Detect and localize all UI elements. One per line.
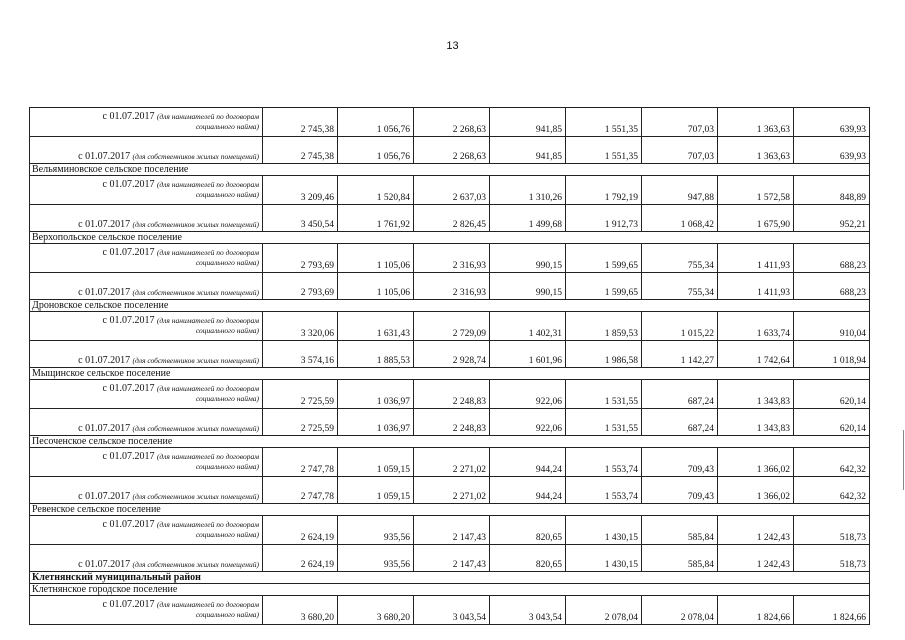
settlement-header-row	[30, 504, 870, 516]
section-title: Верхопольское сельское поселение	[30, 232, 870, 244]
tariff-row	[30, 108, 870, 137]
tariff-value: 1 242,43	[718, 545, 794, 572]
tariff-value: 707,03	[642, 137, 718, 164]
tariff-value: 2 268,63	[414, 108, 490, 137]
tariff-value: 1 343,83	[718, 380, 794, 409]
period-note: (для нанимателей по договорам	[156, 180, 259, 189]
tariff-value: 1 310,26	[490, 176, 566, 205]
tariff-value: 1 633,74	[718, 312, 794, 341]
tariff-row	[30, 477, 870, 504]
period-date: с 01.07.2017	[102, 383, 155, 394]
tariff-value: 1 675,90	[718, 205, 794, 232]
tariff-value: 1 343,83	[718, 409, 794, 436]
section-title: Клетнянский муниципальный район	[30, 572, 870, 584]
section-title: Мыщинское сельское поселение	[30, 368, 870, 380]
tariff-value: 910,04	[794, 312, 870, 341]
tariff-value: 944,24	[490, 448, 566, 477]
tariff-value: 3 043,54	[414, 596, 490, 625]
tariff-value: 1 599,65	[566, 273, 642, 300]
tariff-value: 1 499,68	[490, 205, 566, 232]
period-note: (для нанимателей по договорам	[156, 384, 259, 393]
tariff-value: 642,32	[794, 448, 870, 477]
tariff-value: 2 747,78	[263, 477, 338, 504]
tariff-value: 848,89	[794, 176, 870, 205]
settlement-header-row	[30, 232, 870, 244]
period-label	[30, 409, 263, 436]
tariff-value: 518,73	[794, 545, 870, 572]
period-label	[30, 448, 263, 477]
tariff-value: 1 366,02	[718, 448, 794, 477]
tariff-value: 2 078,04	[566, 596, 642, 625]
period-label	[30, 545, 263, 572]
period-label	[30, 244, 263, 273]
page-number: 13	[446, 40, 459, 52]
tariff-value: 709,43	[642, 448, 718, 477]
tariff-value: 1 551,35	[566, 108, 642, 137]
tariff-value: 2 637,03	[414, 176, 490, 205]
tariff-value: 2 745,38	[263, 137, 338, 164]
tariff-value: 687,24	[642, 380, 718, 409]
settlement-header-row	[30, 436, 870, 448]
tariff-value: 1 068,42	[642, 205, 718, 232]
period-note-line2: социального найма)	[195, 530, 259, 539]
tariff-value: 1 430,15	[566, 516, 642, 545]
tariff-value: 639,93	[794, 108, 870, 137]
period-note: (для нанимателей по договорам	[156, 316, 259, 325]
tariff-value: 2 271,02	[414, 448, 490, 477]
tariff-row	[30, 312, 870, 341]
tariff-value: 2 624,19	[263, 545, 338, 572]
tariff-value: 687,24	[642, 409, 718, 436]
tariff-value: 1 599,65	[566, 244, 642, 273]
tariff-row	[30, 205, 870, 232]
period-note: (для собственников жилых помещений)	[132, 220, 259, 229]
period-date: с 01.07.2017	[102, 179, 155, 190]
period-note: (для собственников жилых помещений)	[132, 288, 259, 297]
tariff-row	[30, 137, 870, 164]
tariff-value: 1 036,97	[338, 380, 414, 409]
tariff-value: 2 747,78	[263, 448, 338, 477]
period-date: с 01.07.2017	[78, 219, 131, 230]
tariff-value: 947,88	[642, 176, 718, 205]
tariff-value: 1 792,19	[566, 176, 642, 205]
tariff-value: 585,84	[642, 516, 718, 545]
period-label	[30, 380, 263, 409]
period-note-line2: социального найма)	[195, 610, 259, 619]
district-header-row	[30, 572, 870, 584]
tariff-value: 1 402,31	[490, 312, 566, 341]
period-label	[30, 273, 263, 300]
tariff-value: 1 105,06	[338, 244, 414, 273]
tariff-value: 1 572,58	[718, 176, 794, 205]
period-note-line2: социального найма)	[195, 258, 259, 267]
tariff-row	[30, 516, 870, 545]
tariff-value: 3 680,20	[263, 596, 338, 625]
tariff-value: 1 036,97	[338, 409, 414, 436]
tariff-value: 1 531,55	[566, 409, 642, 436]
period-date: с 01.07.2017	[78, 559, 131, 570]
tariff-value: 585,84	[642, 545, 718, 572]
tariff-value: 941,85	[490, 108, 566, 137]
tariff-value: 3 574,16	[263, 341, 338, 368]
tariff-value: 1 242,43	[718, 516, 794, 545]
period-note: (для собственников жилых помещений)	[132, 492, 259, 501]
tariff-value: 1 430,15	[566, 545, 642, 572]
period-date: с 01.07.2017	[78, 355, 131, 366]
tariff-value: 2 248,83	[414, 409, 490, 436]
tariff-row	[30, 409, 870, 436]
tariff-value: 2 725,59	[263, 380, 338, 409]
tariff-value: 922,06	[490, 409, 566, 436]
tariff-row	[30, 596, 870, 625]
tariff-value: 3 209,46	[263, 176, 338, 205]
section-title: Ревенское сельское поселение	[30, 504, 870, 516]
tariff-value: 639,93	[794, 137, 870, 164]
tariff-value: 1 059,15	[338, 448, 414, 477]
tariff-value: 2 316,93	[414, 244, 490, 273]
period-label	[30, 516, 263, 545]
scan-margin-mark	[903, 430, 904, 490]
tariff-value: 1 520,84	[338, 176, 414, 205]
tariff-value: 688,23	[794, 273, 870, 300]
tariff-value: 2 147,43	[414, 545, 490, 572]
period-note: (для нанимателей по договорам	[156, 600, 259, 609]
period-note-line2: социального найма)	[195, 326, 259, 335]
tariff-value: 1 553,74	[566, 477, 642, 504]
period-label	[30, 596, 263, 625]
tariff-value: 922,06	[490, 380, 566, 409]
tariff-row	[30, 545, 870, 572]
period-note: (для собственников жилых помещений)	[132, 356, 259, 365]
tariff-value: 755,34	[642, 244, 718, 273]
tariff-row	[30, 176, 870, 205]
period-note-line2: социального найма)	[195, 122, 259, 131]
tariff-row	[30, 380, 870, 409]
period-date: с 01.07.2017	[102, 599, 155, 610]
tariff-value: 1 018,94	[794, 341, 870, 368]
tariff-value: 518,73	[794, 516, 870, 545]
tariff-value: 952,21	[794, 205, 870, 232]
tariff-value: 1 859,53	[566, 312, 642, 341]
period-date: с 01.07.2017	[78, 491, 131, 502]
period-date: с 01.07.2017	[102, 315, 155, 326]
tariff-row	[30, 273, 870, 300]
period-note: (для нанимателей по договорам	[156, 248, 259, 257]
tariff-value: 755,34	[642, 273, 718, 300]
tariff-value: 820,65	[490, 516, 566, 545]
tariff-value: 642,32	[794, 477, 870, 504]
tariff-value: 620,14	[794, 380, 870, 409]
period-note: (для нанимателей по договорам	[156, 520, 259, 529]
tariff-row	[30, 341, 870, 368]
tariff-value: 1 411,93	[718, 244, 794, 273]
period-label	[30, 477, 263, 504]
tariff-table-body	[30, 108, 870, 625]
settlement-header-row	[30, 164, 870, 176]
tariff-value: 1 363,63	[718, 108, 794, 137]
tariff-value: 1 059,15	[338, 477, 414, 504]
tariff-value: 1 551,35	[566, 137, 642, 164]
period-date: с 01.07.2017	[102, 451, 155, 462]
tariff-value: 2 793,69	[263, 244, 338, 273]
period-note: (для нанимателей по договорам	[156, 112, 259, 121]
period-label	[30, 312, 263, 341]
tariff-value: 1 056,76	[338, 137, 414, 164]
period-label	[30, 205, 263, 232]
tariff-value: 2 147,43	[414, 516, 490, 545]
tariff-value: 688,23	[794, 244, 870, 273]
period-date: с 01.07.2017	[102, 519, 155, 530]
period-note-line2: социального найма)	[195, 190, 259, 199]
period-label	[30, 108, 263, 137]
tariff-value: 1 531,55	[566, 380, 642, 409]
period-note: (для нанимателей по договорам	[156, 452, 259, 461]
tariff-value: 1 824,66	[794, 596, 870, 625]
tariff-value: 2 271,02	[414, 477, 490, 504]
section-title: Клетнянское городское поселение	[30, 584, 870, 596]
tariff-value: 3 320,06	[263, 312, 338, 341]
tariff-row	[30, 448, 870, 477]
tariff-value: 2 248,83	[414, 380, 490, 409]
tariff-value: 1 105,06	[338, 273, 414, 300]
tariff-value: 620,14	[794, 409, 870, 436]
tariff-value: 1 363,63	[718, 137, 794, 164]
tariff-value: 1 912,73	[566, 205, 642, 232]
period-note-line2: социального найма)	[195, 394, 259, 403]
tariff-value: 1 601,96	[490, 341, 566, 368]
tariff-value: 2 745,38	[263, 108, 338, 137]
tariff-value: 1 824,66	[718, 596, 794, 625]
period-note: (для собственников жилых помещений)	[132, 424, 259, 433]
period-note-line2: социального найма)	[195, 462, 259, 471]
tariff-value: 2 316,93	[414, 273, 490, 300]
tariff-value: 2 793,69	[263, 273, 338, 300]
settlement-header-row	[30, 300, 870, 312]
tariff-value: 2 729,09	[414, 312, 490, 341]
tariff-value: 1 986,58	[566, 341, 642, 368]
tariff-value: 935,56	[338, 545, 414, 572]
tariff-value: 941,85	[490, 137, 566, 164]
tariff-value: 1 411,93	[718, 273, 794, 300]
period-label	[30, 176, 263, 205]
tariff-value: 3 450,54	[263, 205, 338, 232]
tariff-value: 1 631,43	[338, 312, 414, 341]
tariff-value: 1 761,92	[338, 205, 414, 232]
period-date: с 01.07.2017	[78, 151, 131, 162]
tariff-value: 944,24	[490, 477, 566, 504]
tariff-value: 3 680,20	[338, 596, 414, 625]
tariff-value: 1 553,74	[566, 448, 642, 477]
tariff-value: 1 885,53	[338, 341, 414, 368]
tariff-value: 2 826,45	[414, 205, 490, 232]
period-date: с 01.07.2017	[78, 423, 131, 434]
period-label	[30, 341, 263, 368]
tariff-value: 707,03	[642, 108, 718, 137]
period-date: с 01.07.2017	[78, 287, 131, 298]
tariff-value: 990,15	[490, 273, 566, 300]
tariff-value: 935,56	[338, 516, 414, 545]
section-title: Вельяминовское сельское поселение	[30, 164, 870, 176]
settlement-header-row	[30, 584, 870, 596]
period-date: с 01.07.2017	[102, 111, 155, 122]
tariff-value: 2 624,19	[263, 516, 338, 545]
tariff-value: 820,65	[490, 545, 566, 572]
tariff-value: 2 928,74	[414, 341, 490, 368]
period-note: (для собственников жилых помещений)	[132, 560, 259, 569]
tariff-value: 990,15	[490, 244, 566, 273]
tariff-value: 1 015,22	[642, 312, 718, 341]
tariff-value: 1 366,02	[718, 477, 794, 504]
tariff-value: 1 142,27	[642, 341, 718, 368]
section-title: Песоченское сельское поселение	[30, 436, 870, 448]
period-note: (для собственников жилых помещений)	[132, 152, 259, 161]
tariff-value: 2 268,63	[414, 137, 490, 164]
tariff-value: 3 043,54	[490, 596, 566, 625]
period-label	[30, 137, 263, 164]
tariff-value: 1 742,64	[718, 341, 794, 368]
tariff-row	[30, 244, 870, 273]
section-title: Дроновское сельское поселение	[30, 300, 870, 312]
period-date: с 01.07.2017	[102, 247, 155, 258]
tariff-value: 2 078,04	[642, 596, 718, 625]
tariff-value: 709,43	[642, 477, 718, 504]
tariff-value: 2 725,59	[263, 409, 338, 436]
tariff-value: 1 056,76	[338, 108, 414, 137]
settlement-header-row	[30, 368, 870, 380]
tariff-table	[29, 107, 870, 625]
